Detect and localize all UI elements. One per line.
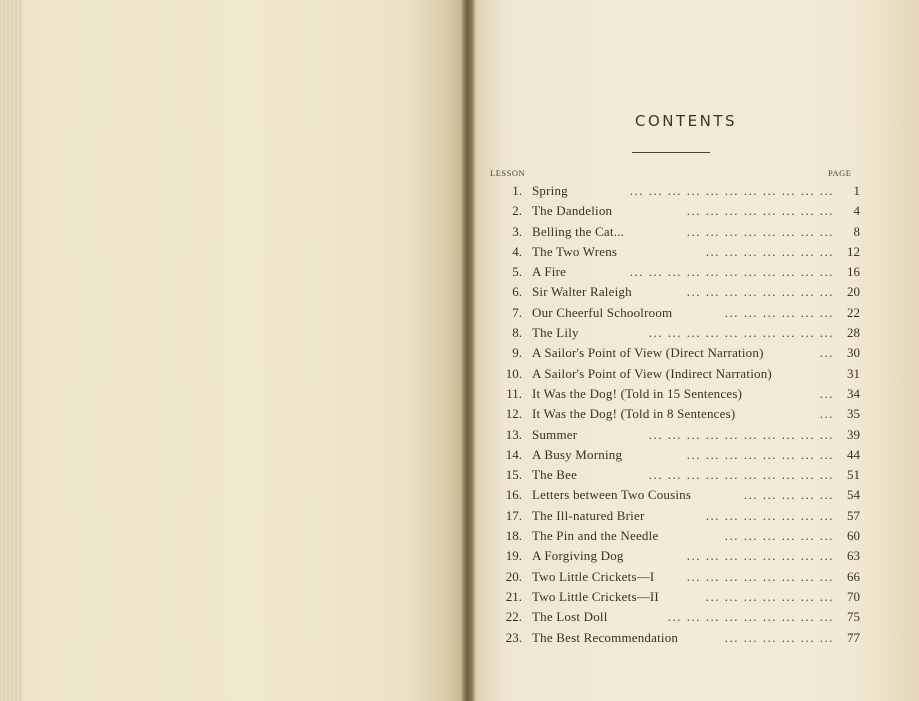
toc-entry (490, 506, 860, 526)
leader-dots: ... ... ... ... ... (743, 487, 834, 503)
lesson-title: The Ill-natured Brier (532, 507, 645, 523)
leader-dots: ... ... ... ... ... ... ... ... ... (667, 609, 834, 625)
toc-entry (490, 242, 860, 262)
page-number: 12 (847, 243, 860, 259)
toc-entry (490, 465, 860, 485)
leader-dots: ... ... ... ... ... ... ... ... ... ... ... (629, 264, 834, 280)
lesson-number: 19. (505, 548, 522, 564)
page-number: 35 (847, 406, 860, 422)
lesson-column-header: LESSON (490, 168, 526, 178)
right-page (476, 0, 919, 701)
lesson-number: 21. (505, 588, 522, 604)
lesson-number: 15. (505, 467, 522, 483)
toc-entry (490, 303, 860, 323)
page-number: 75 (847, 609, 860, 625)
lesson-number: 7. (512, 304, 522, 320)
page-number: 20 (847, 284, 860, 300)
lesson-number: 8. (512, 325, 522, 341)
lesson-number: 9. (512, 345, 522, 361)
page-column-header: PAGE (828, 168, 852, 178)
leader-dots: ... ... ... ... ... ... (724, 528, 834, 544)
lesson-number: 5. (512, 264, 522, 280)
toc-entry (490, 526, 860, 546)
lesson-title: Letters between Two Cousins (532, 487, 692, 503)
lesson-number: 23. (505, 629, 522, 645)
lesson-title: Our Cheerful Schoolroom (532, 304, 673, 320)
lesson-title: A Sailor's Point of View (Indirect Narration) (532, 365, 772, 381)
leader-dots: ... ... ... ... ... ... (724, 304, 834, 320)
toc-entry (490, 181, 860, 201)
toc-entry (490, 546, 860, 566)
lesson-title: The Bee (532, 467, 578, 483)
toc-entry (490, 425, 860, 445)
lesson-title: A Fire (532, 264, 567, 280)
lesson-title: The Pin and the Needle (532, 528, 659, 544)
toc-entry (490, 364, 860, 384)
leader-dots: ... (819, 345, 834, 361)
leader-dots: ... ... ... ... ... ... ... ... ... ... ... (629, 183, 834, 198)
lesson-title: Summer (532, 426, 578, 442)
lesson-title: The Two Wrens (532, 243, 618, 259)
lesson-title: A Busy Morning (532, 446, 623, 462)
lesson-number: 1. (512, 183, 522, 198)
toc-entry (490, 222, 860, 242)
lesson-number: 12. (505, 406, 522, 422)
toc-entry (490, 587, 860, 607)
leader-dots: ... ... ... ... ... ... ... ... ... ... (648, 325, 834, 341)
toc-entry (490, 201, 860, 221)
leader-dots: ... ... ... ... ... ... ... ... ... ... (648, 467, 834, 483)
lesson-title: The Lost Doll (532, 609, 608, 625)
page-number: 22 (847, 304, 860, 320)
lesson-number: 2. (512, 203, 522, 219)
page-number: 34 (847, 385, 860, 401)
lesson-number: 13. (505, 426, 522, 442)
leader-dots: ... (819, 385, 834, 401)
page-number: 54 (847, 487, 860, 503)
page-number: 77 (847, 629, 860, 645)
lesson-title: The Best Recommendation (532, 629, 679, 645)
page-number: 63 (847, 548, 860, 564)
leader-dots: ... ... ... ... ... ... ... (705, 588, 834, 604)
lesson-number: 10. (505, 365, 522, 381)
page-number: 16 (847, 264, 860, 280)
leader-dots: ... ... ... ... ... ... ... ... (686, 284, 834, 300)
lesson-title: Belling the Cat... (532, 223, 625, 239)
page-number: 8 (853, 223, 860, 239)
lesson-title: A Sailor's Point of View (Direct Narration) (532, 345, 764, 361)
leader-dots: ... ... ... ... ... ... ... (705, 507, 834, 523)
lesson-title: The Dandelion (532, 203, 613, 219)
lesson-number: 18. (505, 528, 522, 544)
table-of-contents (490, 181, 860, 648)
page-number: 39 (847, 426, 860, 442)
toc-entry (490, 282, 860, 302)
lesson-title: Two Little Crickets—I (532, 568, 655, 584)
page-number: 4 (853, 203, 860, 219)
leader-dots: ... ... ... ... ... ... ... ... (686, 203, 834, 219)
toc-entry (490, 567, 860, 587)
leader-dots: ... ... ... ... ... ... ... ... (686, 223, 834, 239)
lesson-title: The Lily (532, 325, 579, 341)
page-number: 28 (847, 325, 860, 341)
lesson-number: 6. (512, 284, 522, 300)
lesson-number: 14. (505, 446, 522, 462)
leader-dots: ... ... ... ... ... ... ... (705, 243, 834, 259)
page-number: 60 (847, 528, 860, 544)
page-number: 51 (847, 467, 860, 483)
page-number: 31 (847, 365, 860, 381)
page-number: 1 (853, 183, 860, 198)
toc-entry (490, 628, 860, 648)
contents-title: CONTENTS (634, 112, 738, 130)
leader-dots: ... ... ... ... ... ... ... ... ... ... (648, 426, 834, 442)
toc-entry (490, 323, 860, 343)
lesson-number: 11. (506, 385, 522, 401)
page-edge (0, 0, 22, 701)
leader-dots: ... ... ... ... ... ... ... ... (686, 568, 834, 584)
page-number: 30 (847, 345, 860, 361)
lesson-title: Spring (532, 183, 568, 198)
lesson-number: 4. (512, 243, 522, 259)
toc-entry (490, 384, 860, 404)
page-number: 70 (847, 588, 860, 604)
page-number: 66 (847, 568, 860, 584)
leader-dots: ... ... ... ... ... ... (724, 629, 834, 645)
lesson-number: 22. (505, 609, 522, 625)
book-spine (462, 0, 476, 701)
lesson-title: It Was the Dog! (Told in 8 Sentences) (532, 406, 736, 422)
leader-dots: ... (819, 406, 834, 422)
lesson-title: Two Little Crickets—II (532, 588, 659, 604)
toc-entry (490, 485, 860, 505)
title-rule (632, 152, 710, 153)
toc-entry (490, 262, 860, 282)
toc-entry (490, 445, 860, 465)
leader-dots: ... ... ... ... ... ... ... ... (686, 548, 834, 564)
toc-entry (490, 343, 860, 363)
lesson-number: 3. (512, 223, 522, 239)
lesson-title: A Forgiving Dog (532, 548, 624, 564)
page-number: 44 (847, 446, 860, 462)
page-number: 57 (847, 507, 860, 523)
toc-entry (490, 607, 860, 627)
lesson-number: 16. (505, 487, 522, 503)
toc-entry (490, 404, 860, 424)
lesson-number: 17. (505, 507, 522, 523)
lesson-title: It Was the Dog! (Told in 15 Sentences) (532, 385, 743, 401)
leader-dots: ... ... ... ... ... ... ... ... (686, 446, 834, 462)
lesson-title: Sir Walter Raleigh (532, 284, 632, 300)
lesson-number: 20. (505, 568, 522, 584)
